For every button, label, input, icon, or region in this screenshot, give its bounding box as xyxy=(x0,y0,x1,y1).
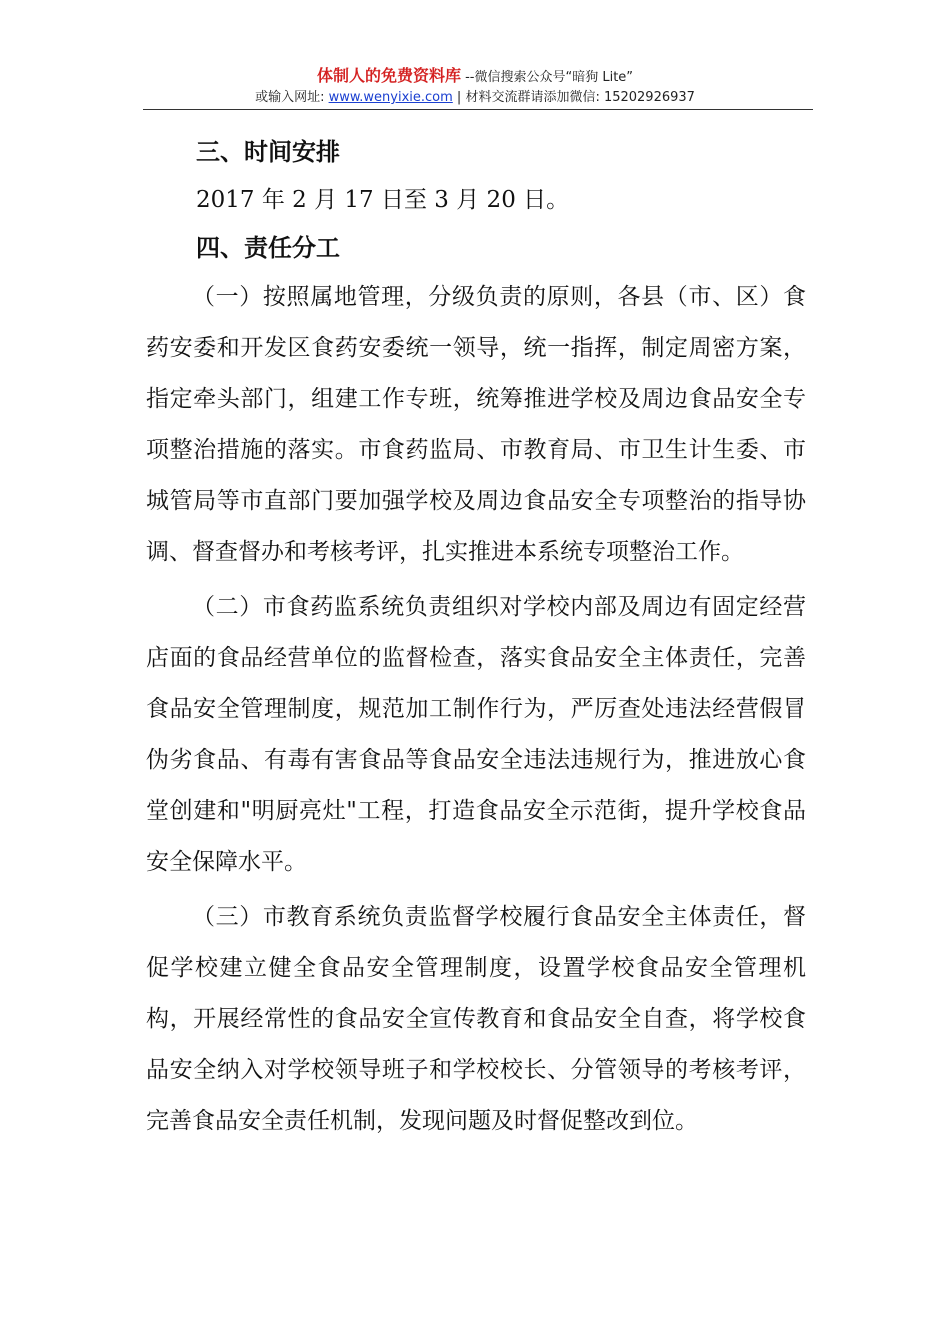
schedule-dates: 2017 年 2 月 17 日至 3 月 20 日。 xyxy=(196,187,570,213)
header-slogan: --微信搜索公众号“暗狗 Lite” xyxy=(460,70,634,85)
section-heading-responsibilities: 四、责任分工 xyxy=(196,234,340,262)
page-header xyxy=(0,66,950,108)
paragraph-2: （二）市食药监系统负责组织对学校内部及周边有固定经营店面的食品经营单位的监督检查，落实食品安全主体责任，完善食品安全管理制度，规范加工制作行为，严厉查处违法经营假冒伪劣食品、有毒有害食品等食品安全违法违规行为，推进放心食堂创建和"明厨亮灶"工程，打造食品安全示范街，提升学校食品安全保障水平。 xyxy=(146,594,806,875)
paragraph-1: （一）按照属地管理，分级负责的原则，各县（市、区）食药安委和开发区食药安委统一领导，统一指挥，制定周密方案，指定牵头部门，组建工作专班，统筹推进学校及周边食品安全专项整治措施的落实。市食药监局、市教育局、市卫生计生委、市城管局等市直部门要加强学校及周边食品安全专项整治的指导协调、督查督办和考核考评，扎实推进本系统专项整治工作。 xyxy=(146,284,806,565)
header-brand: 体制人的免费资料库 xyxy=(316,66,461,85)
header-url-prefix: 或输入网址: xyxy=(255,90,329,105)
header-divider xyxy=(143,109,813,110)
document-body xyxy=(146,128,806,1147)
header-line-1 xyxy=(0,66,950,88)
section-heading-schedule: 三、时间安排 xyxy=(196,138,340,166)
paragraph-3: （三）市教育系统负责监督学校履行食品安全主体责任，督促学校建立健全食品安全管理制度，设置学校食品安全管理机构，开展经常性的食品安全宣传教育和食品安全自查，将学校食品安全纳入对学校领导班子和学校校长、分管领导的考核考评，完善食品安全责任机制，发现问题及时督促整改到位。 xyxy=(146,904,806,1134)
header-url-link[interactable]: www.wenyixie.com xyxy=(328,90,453,105)
header-line-2 xyxy=(0,88,950,108)
header-contact: | 材料交流群请添加微信: 15202926937 xyxy=(452,90,695,105)
